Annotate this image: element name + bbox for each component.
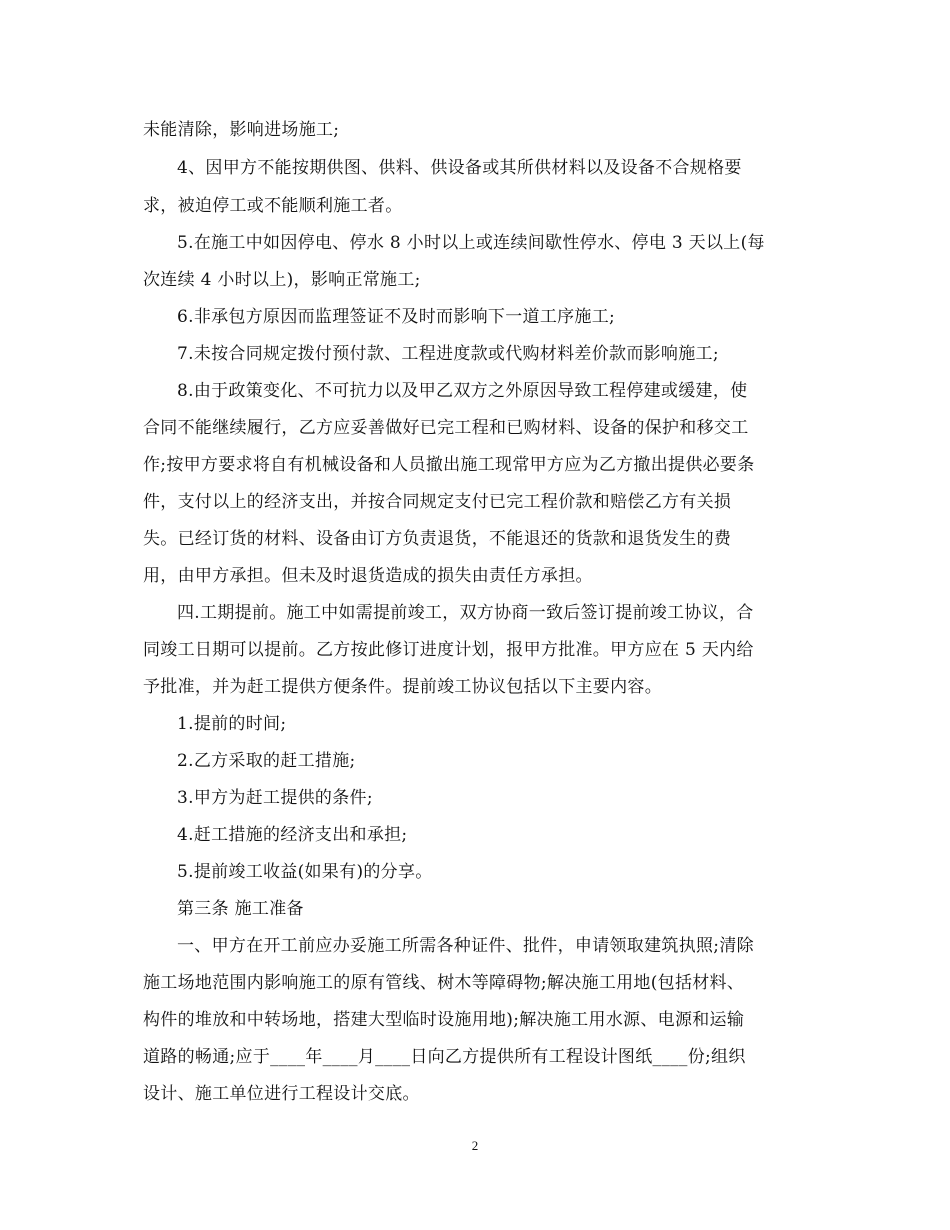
list-item: 4.赶工措施的经济支出和承担; bbox=[177, 825, 408, 845]
paragraph-line: 一、甲方在开工前应办妥施工所需各种证件、批件，申请领取建筑执照;清除 bbox=[177, 936, 754, 956]
list-item: 2.乙方采取的赶工措施; bbox=[177, 751, 356, 771]
paragraph-line: 同竣工日期可以提前。乙方按此修订进度计划，报甲方批准。甲方应在 5 天内给 bbox=[143, 640, 754, 660]
paragraph-line: 构件的堆放和中转场地，搭建大型临时设施用地);解决施工用水源、电源和运输 bbox=[143, 1010, 745, 1030]
list-item: 3.甲方为赶工提供的条件; bbox=[177, 788, 373, 808]
paragraph-line: 5.在施工中如因停电、停水 8 小时以上或连续间歇性停水、停电 3 天以上(每 bbox=[177, 233, 765, 253]
list-item: 1.提前的时间; bbox=[177, 714, 287, 734]
paragraph-line: 道路的畅通;应于____年____月____日向乙方提供所有工程设计图纸____份;组织 bbox=[143, 1047, 746, 1067]
paragraph-line: 作;按甲方要求将自有机械设备和人员撤出施工现常甲方应为乙方撤出提供必要条 bbox=[143, 455, 755, 475]
paragraph-line: 求，被迫停工或不能顺利施工者。 bbox=[143, 196, 403, 216]
paragraph-line: 四.工期提前。施工中如需提前竣工，双方协商一致后签订提前竣工协议，合 bbox=[177, 603, 754, 623]
paragraph-line: 合同不能继续履行，乙方应妥善做好已完工程和已购材料、设备的保护和移交工 bbox=[143, 418, 749, 438]
paragraph-line: 件，支付以上的经济支出，并按合同规定支付已完工程价款和赔偿乙方有关损 bbox=[143, 492, 732, 512]
page-number: 2 bbox=[471, 1138, 479, 1153]
paragraph-line: 次连续 4 小时以上)，影响正常施工; bbox=[143, 270, 421, 290]
paragraph-line: 4、因甲方不能按期供图、供料、供设备或其所供材料以及设备不合规格要 bbox=[177, 158, 742, 178]
paragraph-line: 失。已经订货的材料、设备由订方负责退货，不能退还的货款和退货发生的费 bbox=[143, 529, 732, 549]
paragraph-line: 设计、施工单位进行工程设计交底。 bbox=[143, 1084, 420, 1104]
paragraph-line: 8.由于政策变化、不可抗力以及甲乙双方之外原因导致工程停建或缓建，使 bbox=[177, 381, 748, 401]
paragraph-line: 6.非承包方原因而监理签证不及时而影响下一道工序施工; bbox=[177, 307, 616, 327]
paragraph-line: 用，由甲方承担。但未及时退货造成的损失由责任方承担。 bbox=[143, 566, 593, 586]
paragraph-line: 予批准，并为赶工提供方便条件。提前竣工协议包括以下主要内容。 bbox=[143, 677, 662, 697]
paragraph-line: 施工场地范围内影响施工的原有管线、树木等障碍物;解决施工用地(包括材料、 bbox=[143, 973, 745, 993]
list-item: 5.提前竣工收益(如果有)的分享。 bbox=[177, 862, 433, 882]
section-heading: 第三条 施工准备 bbox=[177, 899, 304, 919]
paragraph-line: 7.未按合同规定拨付预付款、工程进度款或代购材料差价款而影响施工; bbox=[177, 344, 719, 364]
paragraph-line: 未能清除，影响进场施工; bbox=[143, 120, 340, 140]
